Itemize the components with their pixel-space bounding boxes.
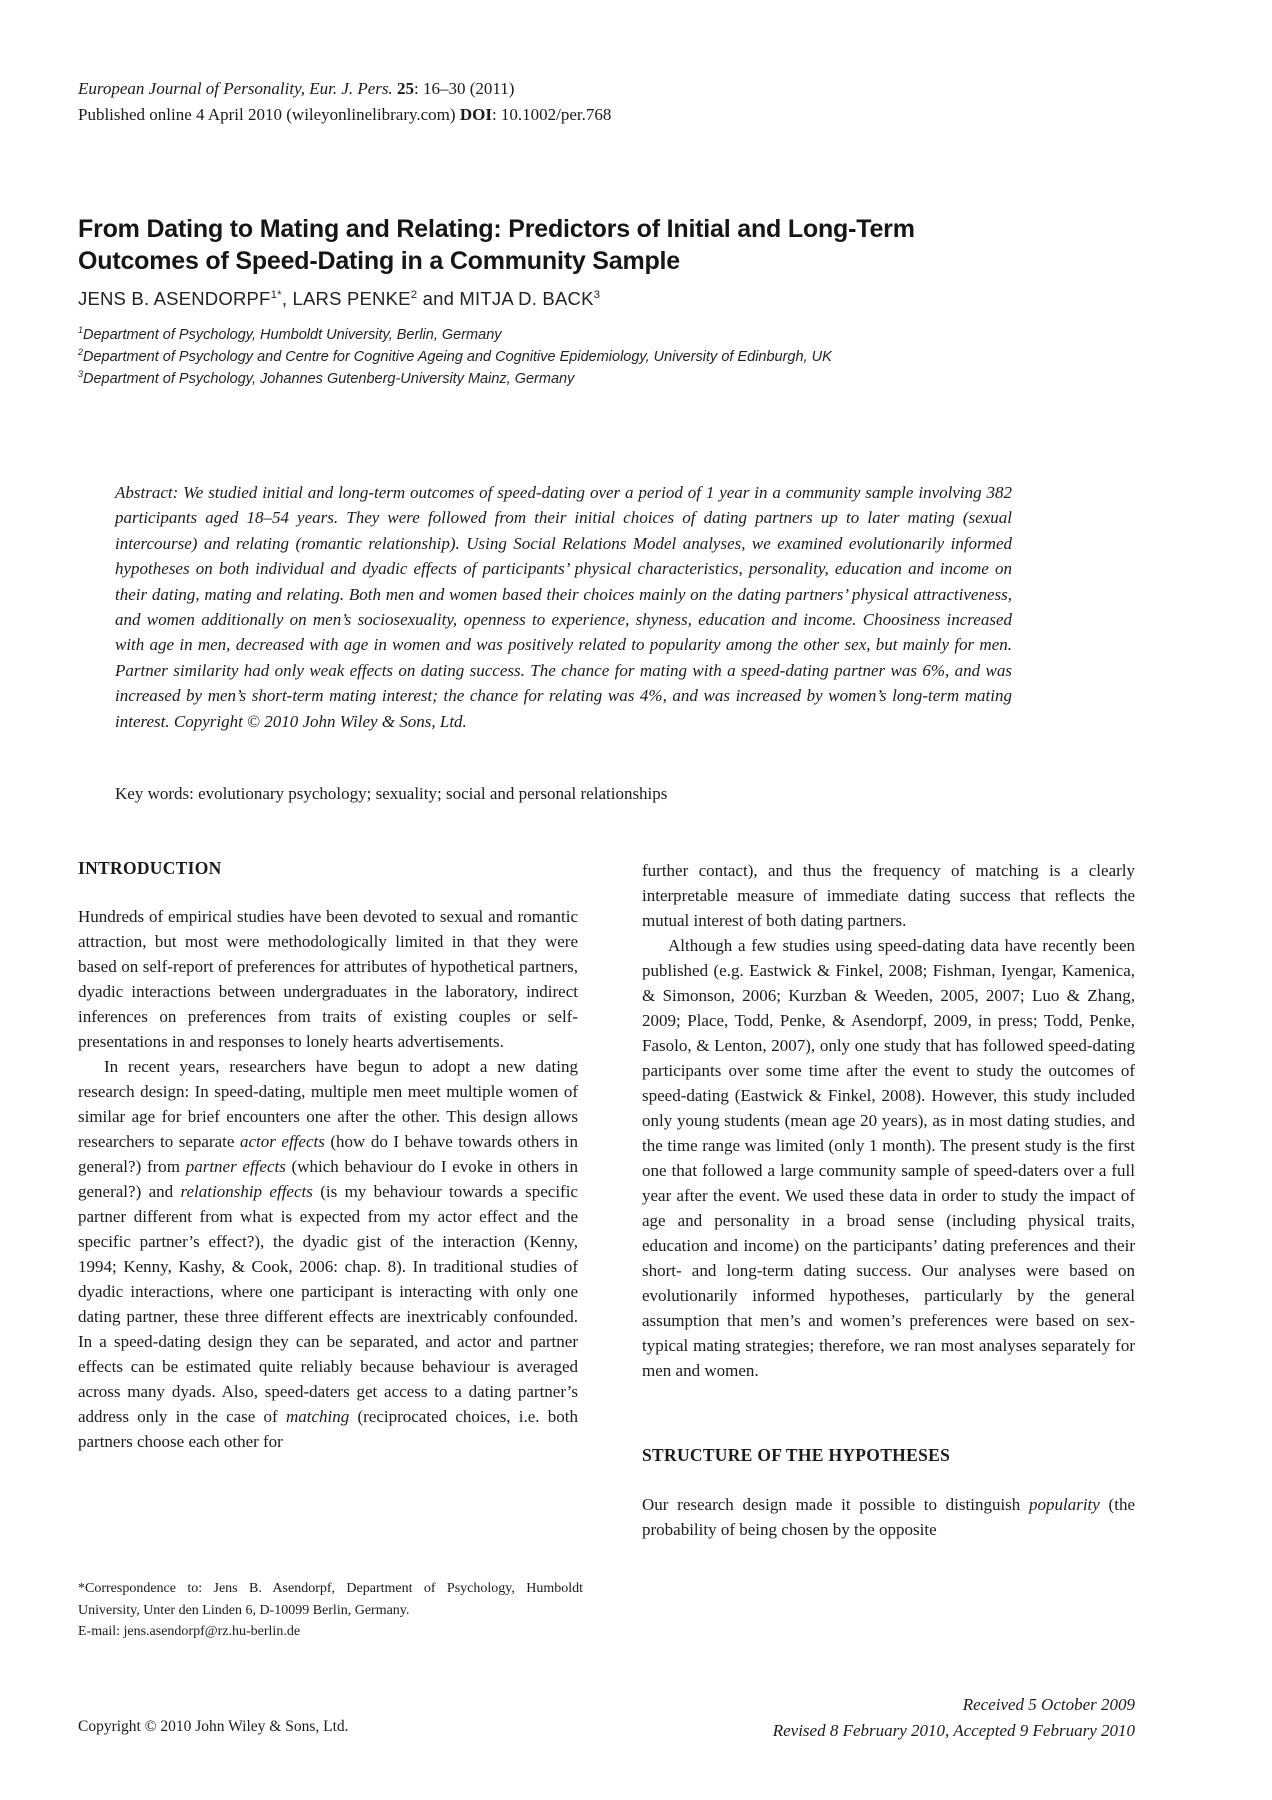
keywords-line: Key words: evolutionary psychology; sexuality; social and personal relationships [115, 784, 668, 803]
section-heading-structure-hypotheses: STRUCTURE OF THE HYPOTHESES [642, 1445, 951, 1465]
right-column [642, 858, 1135, 1542]
authors-line: JENS B. $ASENDORPF^{1*}$, LARS PENKE$^2$ and MITJA D. BACK$^3$ [78, 288, 601, 309]
continuation-paragraph: further contact), and thus the frequency of matching is a clearly interpretable measure of immediate dating success that reflects the mutual interest of both dating partners. [642, 861, 1135, 930]
affiliations-block [78, 324, 1138, 390]
intro-paragraph-1: Hundreds of empirical studies have been devoted to sexual and romantic attraction, but most were methodologically limited in that they were based on self-report of preferences for attributes of hypothetical partners, dyadic interactions between undergraduates in the laboratory, indirect inferences on preferences from traits of existing couples or self-presentations in and responses to lonely hearts advertisements. [78, 907, 578, 1051]
affiliation-2: $^2$Department of Psychology and Centre for Cognitive Ageing and Cognitive Epidemiology, University of Edinburgh, UK [78, 347, 832, 365]
journal-line: European Journal of Personality, Eur. J. Pers. 25: 16–30 (2011) [78, 79, 515, 98]
section-heading-introduction: INTRODUCTION [78, 858, 222, 878]
body-columns [78, 858, 1135, 1542]
affiliation-3: $^3$Department of Psychology, Johannes Gutenberg-University Mainz, Germany [78, 369, 575, 387]
hypotheses-paragraph: Our research design made it possible to distinguish popularity (the probability of being chosen by the opposite [642, 1495, 1135, 1539]
left-column [78, 858, 578, 1542]
abstract-paragraph: Abstract: We studied initial and long-term outcomes of speed-dating over a period of 1 year in a community sample involving 382 participants aged 18–54 years. They were followed from their initial choices of dating partners up to later mating (sexual intercourse) and relating (romantic relationship). Using Social Relations Model analyses, we examined evolutionarily informed hypotheses on both individual and dyadic effects of participants’ physical characteristics, personality, education and income on their dating, mating and relating. Both men and women based their choices mainly on the dating partners’ physical attractiveness, and women additionally on men’s sociosexuality, openness to experience, shyness, education and income. Choosiness increased with age in men, decreased with age in women and was positively related to popularity among the other sex, but mainly for men. Partner similarity had only weak effects on dating success. The chance for mating with a speed-dating partner was 6%, and was increased by men’s short-term mating interest; the chance for relating was 4%, and was increased by women’s long-term mating interest. Copyright © 2010 John Wiley & Sons, Ltd. [115, 483, 1012, 731]
received-date: Received 5 October 2009 [962, 1695, 1135, 1714]
journal-header [78, 76, 978, 128]
published-line: Published online 4 April 2010 (wileyonlinelibrary.com) DOI: 10.1002/per.768 [78, 105, 612, 124]
correspondence-footnote [78, 1578, 583, 1643]
speed-dating-studies-paragraph: Although a few studies using speed-dating data have recently been published (e.g. Eastwick & Finkel, 2008; Fishman, Iyengar, Kamenica, & Simonson, 2006; Kurzban & Weeden, 2005, 2007; Luo & Zhang, 2009; Place, Todd, Penke, & Asendorpf, 2009, in press; Todd, Penke, Fasolo, & Lenton, 2007), only one study that has followed speed-dating participants over some time after the event to study the outcomes of speed-dating (Eastwick & Finkel, 2008). However, this study included only young students (mean age 20 years), as in most dating studies, and the time range was limited (only 1 month). The present study is the first one that followed a large community sample of speed-daters over a full year after the event. We used these data in order to study the impact of age and personality in a broad sense (including physical traits, education and income) on the participants’ dating preferences and their short- and long-term dating success. Our analyses were based on evolutionarily informed hypotheses, particularly by the general assumption that men’s and women’s preferences were based on sex-typical mating strategies; therefore, we ran most analyses separately for men and women. [642, 936, 1135, 1380]
affiliation-1: $^1$Department of Psychology, Humboldt University, Berlin, Germany [78, 325, 502, 343]
copyright-notice: Copyright © 2010 John Wiley & Sons, Ltd. [78, 1718, 349, 1735]
correspondence-email: E-mail: jens.asendorpf@rz.hu-berlin.de [78, 1624, 301, 1639]
paper-title: From Dating to Mating and Relating: Predictors of Initial and Long-Term Outcomes of Speed-Dating in a Community Sample [78, 214, 915, 275]
correspondence-text: *Correspondence to: Jens B. Asendorpf, Department of Psychology, Humboldt University, Unter den Linden 6, D-10099 Berlin, Germany. [78, 1581, 583, 1618]
revised-accepted-date: Revised 8 February 2010, Accepted 9 February 2010 [772, 1721, 1135, 1740]
intro-paragraph-2: In recent years, researchers have begun to adopt a new dating research design: In speed-dating, multiple men meet multiple women of similar age for brief encounters one after the other. This design allows researchers to separate actor effects (how do I behave towards others in general?) from partner effects (which behaviour do I evoke in others in general?) and relationship effects (is my behaviour towards a specific partner different from what is expected from my actor effect and the specific partner’s effect?), the dyadic gist of the interaction (Kenny, 1994; Kenny, Kashy, & Cook, 2006: chap. 8). In traditional studies of dyadic interactions, where one participant is interacting with only one dating partner, these three different effects are inextricably confounded. In a speed-dating design they can be separated, and actor and partner effects can be estimated quite reliably because behaviour is averaged across many dyads. Also, speed-daters get access to a dating partner’s address only in the case of matching (reciprocated choices, i.e. both partners choose each other for [78, 1057, 578, 1451]
